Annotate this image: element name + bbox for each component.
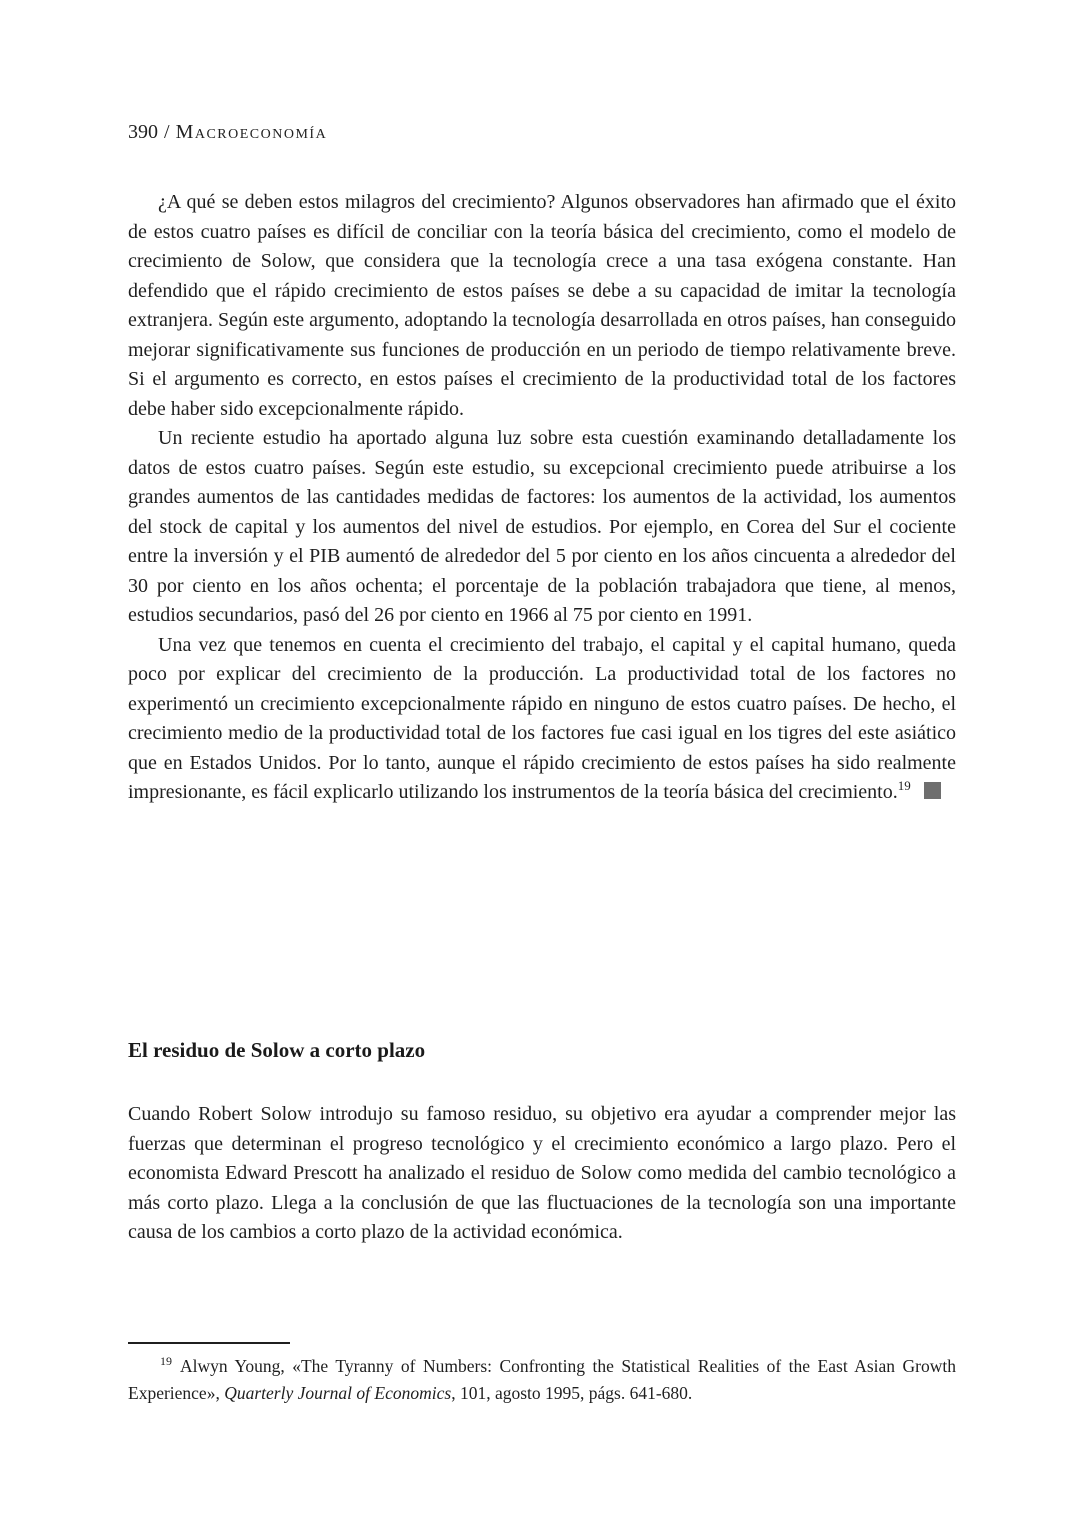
body-paragraph: Un reciente estudio ha aportado alguna luz sobre esta cuestión examinando detalladamente los datos de estos cuatro países. Según este estudio, su excepcional crecimiento puede atribuirse a los grandes aumentos de las cantidades medidas de factores: los aumentos de la actividad, los aumentos del stock de capital y los aumentos del nivel de estudios. Por ejemplo, en Corea del Sur el cociente entre la inversión y el PIB aumentó de alrededor del 5 por ciento en los años cincuenta a alrededor del 30 por ciento en los años ochenta; el porcentaje de la población trabajadora que tiene, al menos, estudios secundarios, pasó del 26 por ciento en 1966 al 75 por ciento en 1991. bbox=[128, 427, 956, 626]
footnote-reference: 19 bbox=[897, 778, 911, 793]
footnote-journal-title: Quarterly Journal of Economics bbox=[224, 1382, 452, 1403]
page-number: 390 bbox=[128, 121, 158, 143]
footnote-number: 19 bbox=[160, 1354, 172, 1368]
section-solow-residual bbox=[128, 1100, 956, 1248]
section-heading: El residuo de Solow a corto plazo bbox=[128, 1038, 426, 1062]
running-header bbox=[128, 121, 327, 144]
section-growth-miracles bbox=[128, 188, 956, 808]
footnote-text bbox=[128, 1353, 956, 1406]
body-paragraph: Cuando Robert Solow introdujo su famoso residuo, su objetivo era ayudar a comprender mejor las fuerzas que determinan el progreso tecnológico y el crecimiento económico a largo plazo. Pero el economista Edward Prescott ha analizado el residuo de Solow como medida del cambio tecnológico a más corto plazo. Llega a la conclusión de que las fluctuaciones de la tecnología son una importante causa de los cambios a corto plazo de la actividad económica. bbox=[128, 1103, 956, 1243]
chapter-title: Macroeconomía bbox=[175, 121, 328, 143]
body-paragraph: ¿A qué se deben estos milagros del crecimiento? Algunos observadores han afirmado que el éxito de estos cuatro países es difícil de conciliar con la teoría básica del crecimiento, como el modelo de crecimiento de Solow, que considera que la tecnología crece a una tasa exógena constante. Han defendido que el rápido crecimiento de estos países se debe a su capacidad de imitar la tecnología extranjera. Según este argumento, adoptando la tecnología desarrollada en otros países, han conseguido mejorar significativamente sus funciones de producción en un periodo de tiempo relativamente breve. Si el argumento es correcto, en estos países el crecimiento de la productividad total de los factores debe haber sido excepcionalmente rápido. bbox=[128, 191, 956, 420]
body-paragraph bbox=[128, 631, 956, 808]
footnote-citation: Alwyn Young, «The Tyranny of Numbers: Confronting the Statistical Realities of the East Asian Growth Experience», bbox=[128, 1356, 956, 1403]
paragraph-text: Una vez que tenemos en cuenta el crecimiento del trabajo, el capital y el capital humano, queda poco por explicar del crecimiento de la producción. La productividad total de los factores no experimentó un crecimiento excepcionalmente rápido en ninguno de estos cuatro países. De hecho, el crecimiento medio de la productividad total de los factores fue casi igual en los tigres del este asiático que en Estados Unidos. Por lo tanto, aunque el rápido crecimiento de estos países ha sido realmente impresionante, es fácil explicarlo utilizando los instrumentos de la teoría básica del crecimiento. bbox=[128, 633, 956, 803]
footnote-citation-end: , 101, agosto 1995, págs. 641-680. bbox=[451, 1382, 693, 1403]
header-separator: / bbox=[164, 121, 170, 143]
footnote bbox=[128, 1342, 956, 1406]
end-of-example-square-icon bbox=[924, 782, 941, 799]
footnote-divider bbox=[128, 1342, 290, 1344]
